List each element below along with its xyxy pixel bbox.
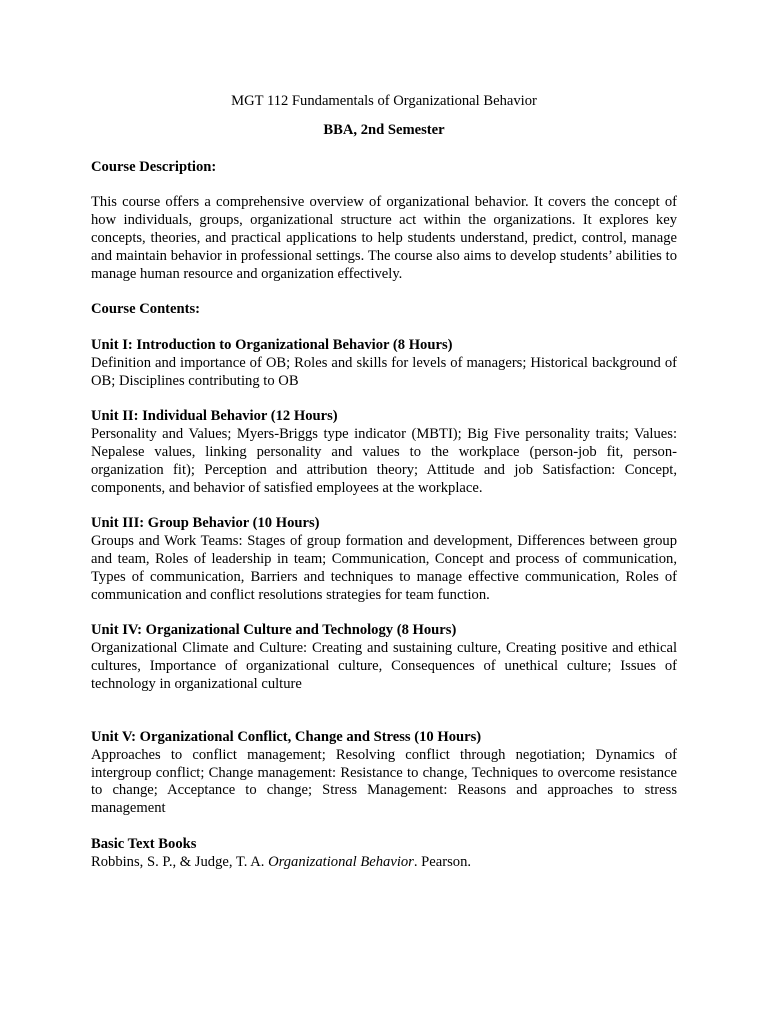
course-description-heading: Course Description: (91, 159, 217, 175)
unit-body: Groups and Work Teams: Stages of group formation and development, Differences between group and team, Roles of leadership in team; Communication, Concept and process of communication, Types of communication, Barriers and techniques to manage effective communication, Roles of communication and conflict resolutions strategies for team function. (91, 533, 677, 603)
course-title: MGT 112 Fundamentals of Organizational Behavior (231, 93, 537, 109)
unit-body: Approaches to conflict management; Resolving conflict through negotiation; Dynamics of intergroup conflict; Change management: Resistance to change, Techniques to overcome resistance to change; Acceptance to change; Stress Management: Reasons and approaches to stress management (91, 746, 677, 817)
textbook-publisher: . Pearson. (413, 853, 472, 870)
unit-2 (91, 408, 677, 498)
unit-title: Unit II: Individual Behavior (12 Hours) (91, 408, 338, 425)
course-contents-heading: Course Contents: (91, 301, 201, 318)
textbooks-heading: Basic Text Books (91, 835, 197, 852)
course-description-text: This course offers a comprehensive overview of organizational behavior. It covers the concept of how individuals, groups, organizational structure act within the organizations. It explores key concepts, theories, and practical applications to help students understand, predict, control, manage and maintain behavior in professional settings. The course also aims to develop students’ abilities to manage human resource and organization effectively. (91, 194, 677, 283)
unit-title: Unit III: Group Behavior (10 Hours) (91, 515, 320, 532)
unit-title: Unit IV: Organizational Culture and Technology (8 Hours) (91, 622, 457, 639)
unit-body: Definition and importance of OB; Roles and skills for levels of managers; Historical background of OB; Disciplines contributing to OB (91, 354, 677, 389)
unit-body: Personality and Values; Myers-Briggs type indicator (MBTI); Big Five personality traits; Values: Nepalese values, linking personality and values to the workplace (person-job fit, person-organization fit); Perception and attribution theory; Attitude and job Satisfaction: Concept, components, and behavior of satisfied employees at the workplace. (91, 425, 677, 496)
unit-5 (91, 729, 677, 819)
document-body (91, 159, 677, 872)
program-semester: BBA, 2nd Semester (323, 122, 445, 138)
textbook-title: Organizational Behavior (268, 853, 414, 870)
textbooks-section (91, 836, 677, 872)
unit-1 (91, 337, 677, 391)
unit-title: Unit V: Organizational Conflict, Change and Stress (10 Hours) (91, 728, 482, 745)
textbook-authors: Robbins, S. P., & Judge, T. A. (91, 853, 269, 870)
unit-body: Organizational Climate and Culture: Creating and sustaining culture, Creating positive and ethical cultures, Importance of organizational culture, Consequences of unethical culture; Issues of technology in organizational culture (91, 640, 677, 692)
unit-4 (91, 622, 677, 694)
textbook-entry (91, 854, 677, 872)
unit-title: Unit I: Introduction to Organizational Behavior (8 Hours) (91, 336, 453, 353)
unit-3 (91, 515, 677, 605)
